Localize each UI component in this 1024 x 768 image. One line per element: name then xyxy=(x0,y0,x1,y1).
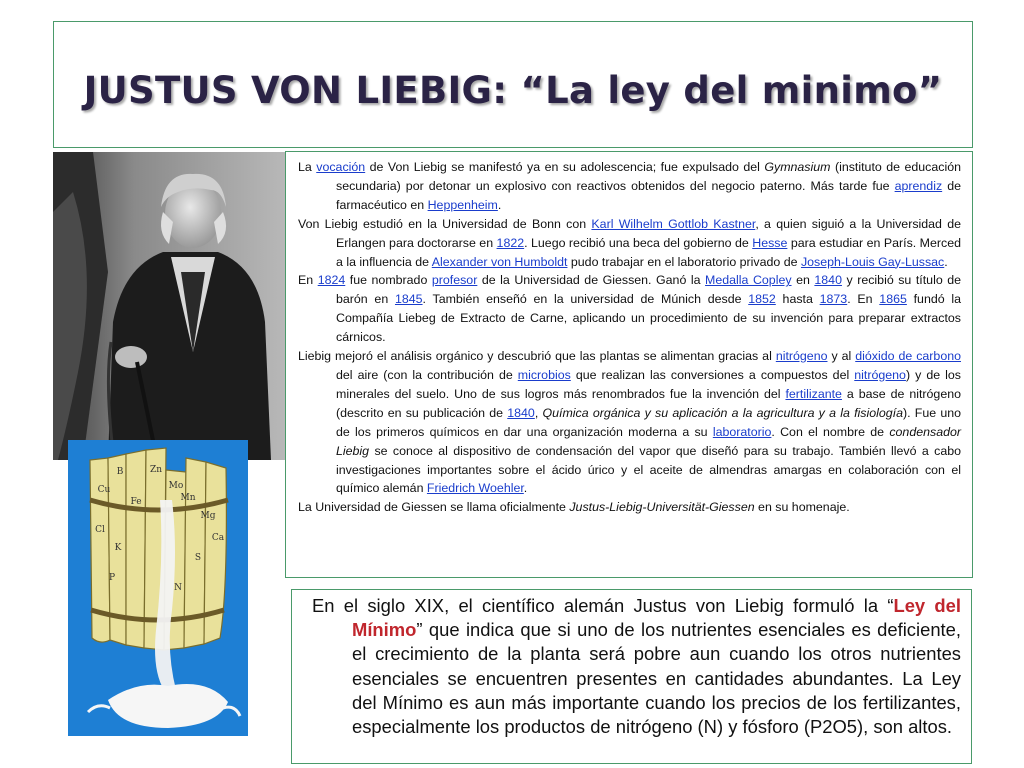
link-1865[interactable]: 1865 xyxy=(879,292,907,307)
portrait-image xyxy=(53,152,285,460)
link-medalla-copley[interactable]: Medalla Copley xyxy=(705,273,792,288)
link-1840-b[interactable]: 1840 xyxy=(507,405,535,420)
link-hesse[interactable]: Hesse xyxy=(752,235,788,250)
summary-paragraph: En el siglo XIX, el científico alemán Justus von Liebig formuló la “Ley del Mínimo” que indica que si uno de los nutrientes esenciales es deficiente, el crecimiento de la planta será pobre aun cuando los otros nutrientes esenciales se encuentren presentes en cantidades abundantes. La Ley del Mínimo es aun más importante cuando los precios de los fertilizantes, especialmente los productos de nitrógeno (N) y fósforo (P2O5), son altos. xyxy=(312,595,961,738)
link-1822[interactable]: 1822 xyxy=(496,235,525,250)
barrel-label-zn: Zn xyxy=(149,465,163,475)
link-nitrogeno-2[interactable]: nitrógeno xyxy=(854,367,906,382)
barrel-label-mn: Mn xyxy=(180,493,196,503)
link-1840[interactable]: 1840 xyxy=(814,273,842,288)
link-nitrogeno[interactable]: nitrógeno xyxy=(775,349,828,364)
barrel-label-p: P xyxy=(108,573,116,583)
barrel-label-mo: Mo xyxy=(168,481,184,491)
link-1873[interactable]: 1873 xyxy=(819,292,848,307)
barrel-label-mg: Mg xyxy=(200,511,216,521)
link-fertilizante[interactable]: fertilizante xyxy=(785,386,842,401)
biography-box xyxy=(285,151,973,578)
barrel-label-cu: Cu xyxy=(97,485,111,495)
barrel-label-s: S xyxy=(194,553,202,563)
link-dioxido-de-carbono[interactable]: dióxido de carbono xyxy=(855,349,961,364)
barrel-label-k: K xyxy=(114,543,122,553)
bio-paragraph-3: En 1824 fue nombrado profesor de la Universidad de Giessen. Ganó la Medalla Copley en 1840 y recibió su título de barón en 1845. También enseñó en la universidad de Múnich desde 1852 hasta 1873. En 1865 fundó la Compañía Liebeg de Extracto de Carne, aplicando un procedimiento de su invención para preparar extractos cárnicos. xyxy=(298,273,962,345)
bio-paragraph-2: Von Liebig estudió en la Universidad de Bonn con Karl Wilhelm Gottlob Kastner, a quien siguió a la Universidad de Erlangen para doctorarse en 1822. Luego recibió una beca del gobierno de Hesse para estudiar en París. Merced a la influencia de Alexander von Humboldt pudo trabajar en el laboratorio privado de Joseph-Louis Gay-Lussac. xyxy=(298,216,962,269)
liebig-barrel-illustration xyxy=(68,440,248,736)
bio-paragraph-4: Liebig mejoró el análisis orgánico y descubrió que las plantas se alimentan gracias al nitrógeno y al dióxido de carbono del aire (con la contribución de microbios que realizan las conversiones a compuestos del nitrógeno) y de los minerales del suelo. Uno de sus logros más renombrados fue la invención del fertilizante a base de nitrógeno (descrito en su publicación de 1840, Química orgánica y su aplicación a la agricultura y a la fisiología). Fue uno de los primeros químicos en dar una organización moderna a su laboratorio. Con el nombre de condensador Liebig se conoce al dispositivo de condensación del vapor que diseñó para su trabajo. También llevó a cabo investigaciones importantes sobre el ácido úrico y el aceite de almendras amargas en colaboración con el químico alemán Friedrich Woehler. xyxy=(298,349,961,496)
barrel-label-ca: Ca xyxy=(211,533,225,543)
law-name: Ley del Mínimo xyxy=(352,595,961,641)
barrel-label-fe: Fe xyxy=(130,497,142,507)
link-kastner[interactable]: Karl Wilhelm Gottlob Kastner xyxy=(591,216,756,231)
page-title: JUSTUS VON LIEBIG: “La ley del minimo” xyxy=(83,69,943,112)
barrel-label-b: B xyxy=(116,467,124,477)
link-vocacion[interactable]: vocación xyxy=(316,160,366,174)
link-humboldt[interactable]: Alexander von Humboldt xyxy=(431,254,568,269)
link-woehler[interactable]: Friedrich Woehler xyxy=(426,481,524,496)
bio-paragraph-1: La vocación de Von Liebig se manifestó ya en su adolescencia; fue expulsado del Gymnasium (instituto de educación secundaria) por detonar un explosivo con reactivos obtenidos del negocio paterno. Más tarde fue aprendiz de farmacéutico en Heppenheim. xyxy=(298,160,961,212)
link-heppenheim[interactable]: Heppenheim xyxy=(427,197,498,212)
link-laboratorio[interactable]: laboratorio xyxy=(712,424,772,439)
title-box xyxy=(53,21,973,148)
barrel-label-cl: Cl xyxy=(95,525,105,535)
link-microbios[interactable]: microbios xyxy=(517,367,571,382)
link-1852[interactable]: 1852 xyxy=(748,292,776,307)
link-1845[interactable]: 1845 xyxy=(394,292,423,307)
link-profesor[interactable]: profesor xyxy=(431,273,478,288)
link-1824[interactable]: 1824 xyxy=(317,273,346,288)
summary-box xyxy=(291,589,972,764)
bio-paragraph-5: La Universidad de Giessen se llama oficialmente Justus-Liebig-Universität-Giessen en su homenaje. xyxy=(298,500,850,515)
barrel-label-n: N xyxy=(174,583,182,593)
link-aprendiz[interactable]: aprendiz xyxy=(894,178,943,193)
link-gay-lussac[interactable]: Joseph-Louis Gay-Lussac xyxy=(800,254,945,269)
